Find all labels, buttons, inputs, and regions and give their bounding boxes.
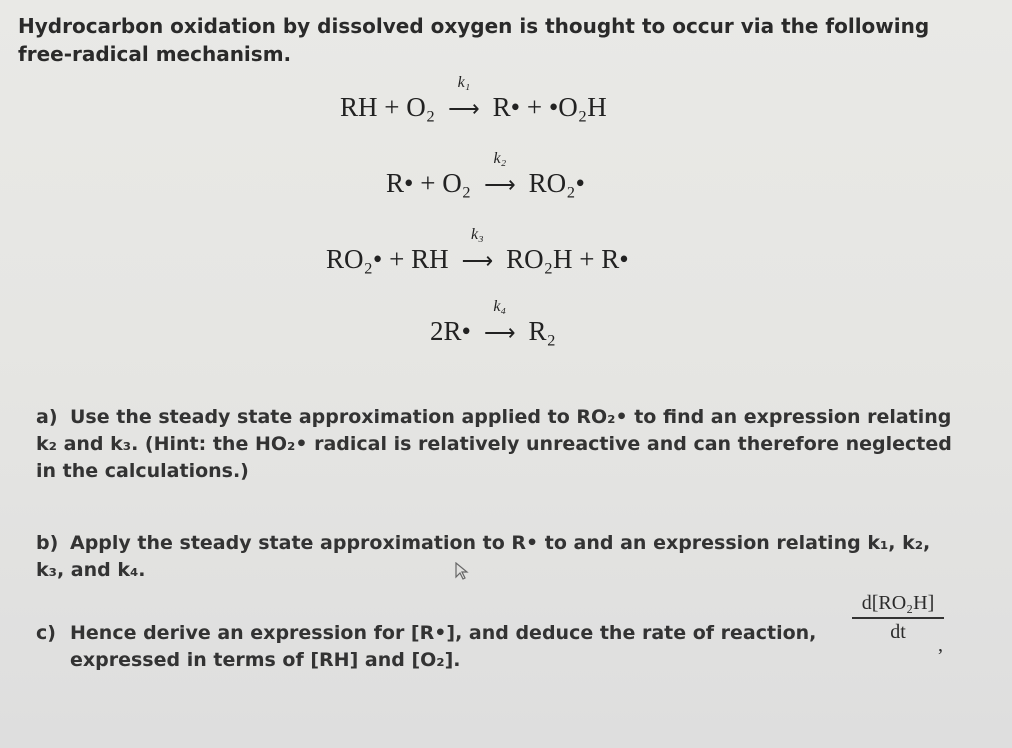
trailing-comma: , [938,634,943,656]
reaction-2-arrow: k₂ ⟶ [478,168,522,199]
question-a-text: Use the steady state approximation applied to RO₂• to find an expression relating k₂ and k₃. (Hint: the HO₂• radical is relatively unreactive and can therefore neglected in the calculations.) [36,406,952,482]
reaction-4-lhs: 2R• [430,316,471,346]
reaction-2 [386,150,585,199]
question-c [36,620,856,674]
rate-constant-k4: k₄ [493,298,507,315]
question-b-text: Apply the steady state approximation to R• to and an expression relating k₁, k₂, k₃, and k₄. [36,532,931,581]
question-c-text: Hence derive an expression for [R•], and deduce the rate of reaction, [70,622,817,644]
reaction-3-lhs: RO₂• + RH [326,244,449,274]
reaction-1-lhs: RH + O₂ [340,92,436,122]
reaction-3-rhs: RO₂H + R• [506,244,629,274]
question-c-text-line2: expressed in terms of [RH] and [O₂]. [70,649,461,671]
mouse-cursor-icon [455,562,469,580]
reaction-4 [430,298,556,347]
intro-text: Hydrocarbon oxidation by dissolved oxygen is thought to occur via the following free-radical mechanism. [18,14,930,66]
rate-fraction-denominator: dt [890,621,906,643]
reaction-4-rhs: R₂ [528,316,556,346]
reaction-4-arrow: k₄ ⟶ [478,316,522,347]
rate-constant-k2: k₂ [493,150,507,167]
question-c-label: c) [36,622,56,644]
reaction-2-rhs: RO₂• [528,168,585,198]
rate-fraction-numerator: d[RO₂H] [852,592,944,619]
reaction-2-lhs: R• + O₂ [386,168,472,198]
reaction-3 [326,226,629,275]
question-a [36,404,966,485]
reaction-1-rhs: R• + •O₂H [492,92,607,122]
reaction-1-arrow: k₁ ⟶ [442,92,486,123]
rate-constant-k3: k₃ [471,226,484,243]
question-b [36,530,956,584]
question-a-label: a) [36,406,58,428]
reaction-3-arrow: k₃ ⟶ [455,244,499,275]
reaction-1 [340,74,607,123]
rate-constant-k1: k₁ [457,74,471,91]
rate-fraction [852,592,944,644]
question-b-label: b) [36,532,59,554]
